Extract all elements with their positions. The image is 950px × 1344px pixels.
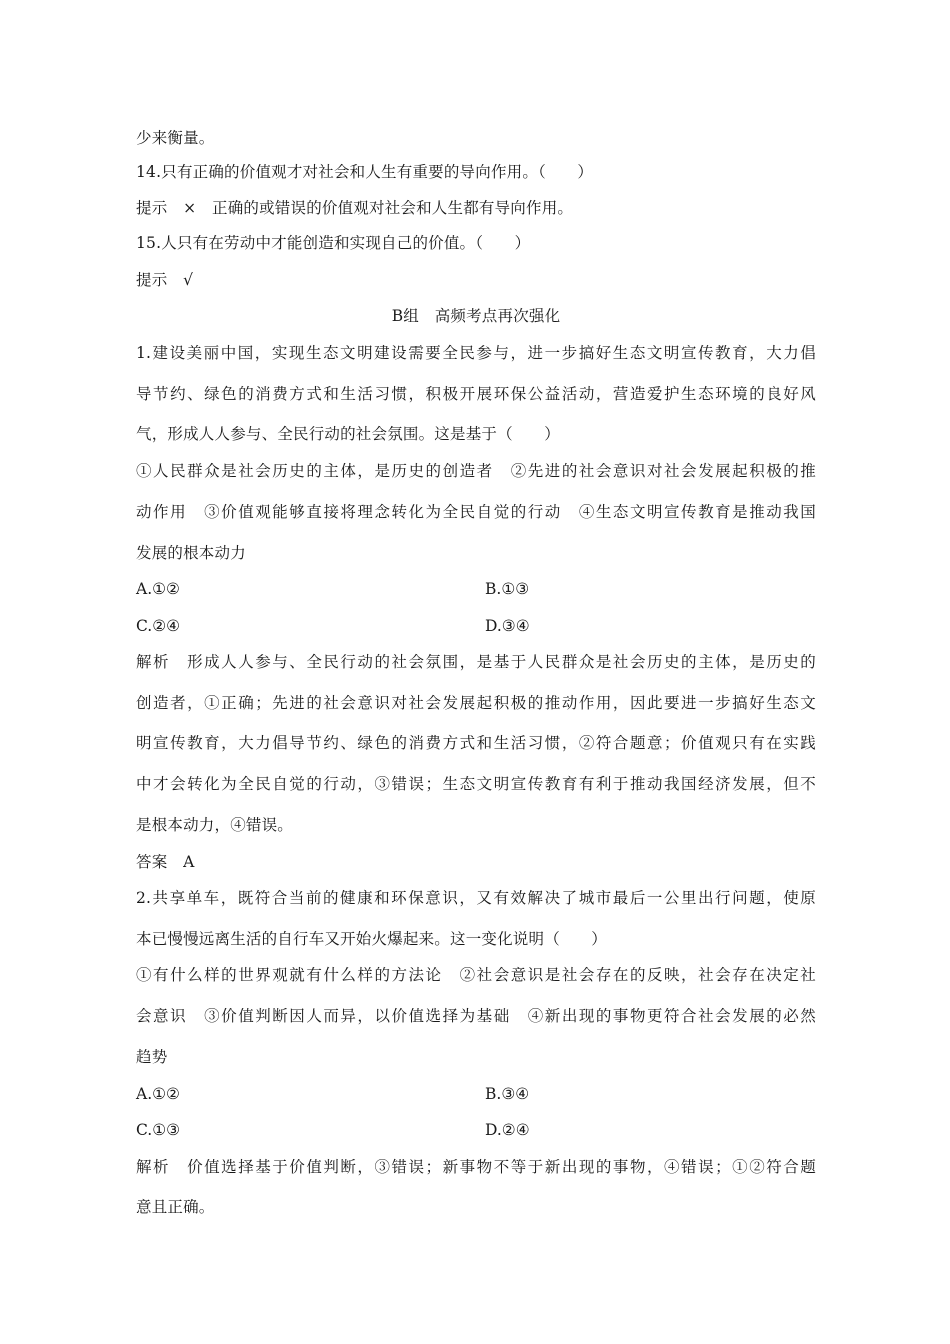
analysis-1-line: 是根本动力，④错误。 <box>136 816 294 834</box>
document-page <box>136 0 816 1344</box>
text-line: 少来衡量。 <box>136 129 215 147</box>
option-b: B.①③ <box>485 580 530 598</box>
question-2-statement: ①有什么样的世界观就有什么样的方法论 ②社会意识是社会存在的反映，社会存在决定社 <box>136 966 816 984</box>
question-1-statement: 发展的根本动力 <box>136 544 246 562</box>
section-heading: B组 高频考点再次强化 <box>391 307 561 325</box>
question-1-statement: 动作用 ③价值观能够直接将理念转化为全民自觉的行动 ④生态文明宣传教育是推动我国 <box>136 503 816 521</box>
analysis-2-line: 意且正确。 <box>136 1198 215 1216</box>
analysis-1-line: 中才会转化为全民自觉的行动，③错误；生态文明宣传教育有利于推动我国经济发展，但不 <box>136 775 816 793</box>
option-d: D.②④ <box>485 1121 530 1139</box>
option-b: B.③④ <box>485 1085 530 1103</box>
analysis-2-line: 解析 价值选择基于价值判断，③错误；新事物不等于新出现的事物，④错误；①②符合题 <box>136 1158 816 1176</box>
question-1-statement: ①人民群众是社会历史的主体，是历史的创造者 ②先进的社会意识对社会发展起积极的推 <box>136 462 816 480</box>
question-15: 15.人只有在劳动中才能创造和实现自己的价值。（ ） <box>136 234 531 252</box>
question-1-line: 1.建设美丽中国，实现生态文明建设需要全民参与，进一步搞好生态文明宣传教育，大力倡 <box>136 344 816 362</box>
analysis-1-line: 明宣传教育，大力倡导节约、绿色的消费方式和生活习惯，②符合题意；价值观只有在实践 <box>136 734 816 752</box>
question-1-line: 导节约、绿色的消费方式和生活习惯，积极开展环保公益活动，营造爱护生态环境的良好风 <box>136 385 816 403</box>
question-2-statement: 趋势 <box>136 1048 168 1066</box>
option-c: C.②④ <box>136 617 181 635</box>
option-a: A.①② <box>136 580 180 598</box>
question-14: 14.只有正确的价值观才对社会和人生有重要的导向作用。（ ） <box>136 163 594 181</box>
option-a: A.①② <box>136 1085 180 1103</box>
question-2-line: 本已慢慢远离生活的自行车又开始火爆起来。这一变化说明（ ） <box>136 930 608 948</box>
question-2-statement: 会意识 ③价值判断因人而异，以价值选择为基础 ④新出现的事物更符合社会发展的必然 <box>136 1007 816 1025</box>
hint-15: 提示 √ <box>136 271 194 289</box>
analysis-1-line: 解析 形成人人参与、全民行动的社会氛围，是基于人民群众是社会历史的主体，是历史的 <box>136 653 816 671</box>
option-c: C.①③ <box>136 1121 181 1139</box>
question-1-line: 气，形成人人参与、全民行动的社会氛围。这是基于（ ） <box>136 425 560 443</box>
option-d: D.③④ <box>485 617 530 635</box>
answer-1: 答案 A <box>136 853 195 871</box>
question-2-line: 2.共享单车，既符合当前的健康和环保意识，又有效解决了城市最后一公里出行问题，使原 <box>136 889 816 907</box>
hint-14: 提示 × 正确的或错误的价值观对社会和人生都有导向作用。 <box>136 199 574 217</box>
analysis-1-line: 创造者，①正确；先进的社会意识对社会发展起积极的推动作用，因此要进一步搞好生态文 <box>136 694 816 712</box>
